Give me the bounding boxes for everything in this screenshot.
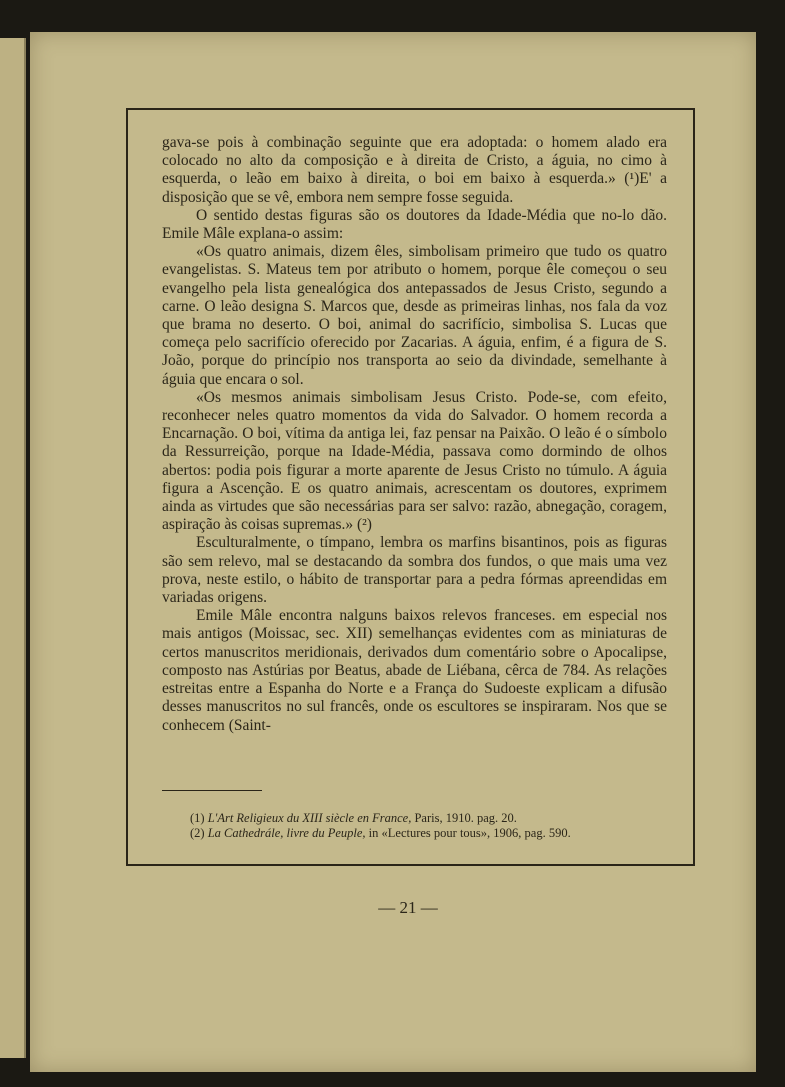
page-number-container xyxy=(30,898,756,918)
paragraph: gava-se pois à combinação seguinte que era adoptada: o homem alado era colocado no alto da composição e à direita de Cristo, a águia, no cimo à esquerda, o leão em baixo à direita, o boi em baixo à esquerda.» (¹)E' a disposição que se vê, embora nem sempre fosse seguida. xyxy=(162,134,667,206)
footnote-title: La Cathedrále, livre du Peuple, xyxy=(207,826,366,840)
footnotes xyxy=(190,811,670,841)
book-page xyxy=(30,32,756,1072)
text-frame xyxy=(126,108,695,866)
footnote-marker: (2) xyxy=(190,826,205,840)
footnote xyxy=(190,826,670,841)
paragraph: O sentido destas figuras são os doutores da Idade-Média que no-lo dão. Emile Mâle explana-o assim: xyxy=(162,206,667,243)
paragraph: «Os mesmos animais simbolisam Jesus Cristo. Pode-se, com efeito, reconhecer neles quatro momentos da vida do Salvador. O homem recorda a Encarnação. O boi, vítima da antiga lei, faz pensar na Paixão. O leão é o símbolo da Ressurreição, porque na Idade-Média, passava como dormindo de olhos abertos: podia pois figurar a morte aparente de Jesus Cristo no túmulo. A águia figura a Ascenção. E os quatro animais, acrescentam os doutores, exprimem ainda as virtudes que são necessárias para ser salvo: razão, abnegação, coragem, aspiração às coisas supremas.» (²) xyxy=(162,388,667,534)
paragraph: Emile Mâle encontra nalguns baixos relevos franceses. em especial nos mais antigos (Moissac, sec. XII) semelhanças evidentes com as miniaturas de certos manuscritos meridionais, derivados dum comentário sobre o Apocalipse, composto nas Astúrias por Beatus, abade de Liébana, cêrca de 784. As relações estreitas entre a Espanha do Norte e a França do Sudoeste explicam a difusão desses manuscritos no sul francês, onde os escultores se inspiraram. Nos que se conhecem (Saint- xyxy=(162,607,667,734)
body-text xyxy=(162,134,667,735)
footnote-citation: in «Lectures pour tous», 1906, pag. 590. xyxy=(368,826,571,840)
footnote xyxy=(190,811,670,826)
previous-page-edge xyxy=(0,38,26,1058)
footnote-marker: (1) xyxy=(190,811,205,825)
paragraph: «Os quatro animais, dizem êles, simbolisam primeiro que tudo os quatro evangelistas. S. Mateus tem por atributo o homem, porque êle começou o seu evangelho pela lista genealógica dos antepassados de Jesus Cristo, segundo a carne. O leão designa S. Marcos que, desde as primeiras linhas, nos fala da voz que brama no deserto. O boi, animal do sacrifício, simbolisa S. Lucas que começa pelo sacrifício oferecido por Zacarias. A águia, enfim, é a figura de S. João, porque do princípio nos transporta ao seio da divindade, semelhante à águia que encara o sol. xyxy=(162,243,667,388)
footnote-title: L'Art Religieux du XIII siècle en France, xyxy=(207,811,412,825)
page-number: — 21 — xyxy=(378,898,438,917)
paragraph: Esculturalmente, o tímpano, lembra os marfins bisantinos, pois as figuras são sem relevo, mal se destacando da sombra dos fundos, o que mais uma vez prova, neste estilo, o hábito de transportar para a pedra fórmas apreendidas em variadas origens. xyxy=(162,534,667,607)
footnote-rule xyxy=(162,790,262,791)
footnote-citation: Paris, 1910. pag. 20. xyxy=(414,811,517,825)
